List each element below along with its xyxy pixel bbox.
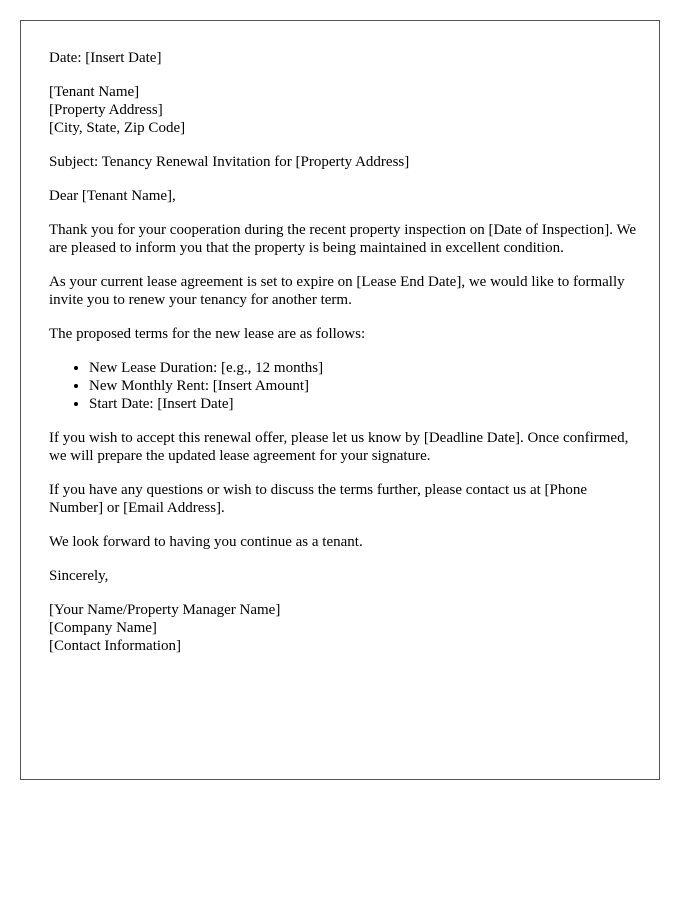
- terms-list: [49, 359, 639, 413]
- letter-body: [49, 49, 639, 655]
- paragraph-inspection: Thank you for your cooperation during the recent property inspection on [Date of Inspection]. We are pleased to inform you that the property is being maintained in excellent condition.: [49, 222, 637, 256]
- paragraph-contact: If you have any questions or wish to discuss the terms further, please contact us at [Phone Number] or [Email Address].: [49, 482, 588, 516]
- signature-contact: [Contact Information]: [49, 638, 182, 654]
- signature-name: [Your Name/Property Manager Name]: [49, 602, 281, 618]
- recipient-city-state-zip: [City, State, Zip Code]: [49, 120, 186, 136]
- term-item-duration: • New Lease Duration: [e.g., 12 months]: [89, 359, 639, 377]
- recipient-name: [Tenant Name]: [49, 84, 140, 100]
- term-item-start-date: • Start Date: [Insert Date]: [89, 395, 639, 413]
- closing: Sincerely,: [49, 568, 109, 584]
- recipient-block: [49, 83, 639, 137]
- recipient-address: [Property Address]: [49, 102, 163, 118]
- signature-block: [49, 601, 639, 655]
- salutation: Dear [Tenant Name],: [49, 188, 176, 204]
- date-line: Date: [Insert Date]: [49, 50, 162, 66]
- term-item-rent: • New Monthly Rent: [Insert Amount]: [89, 377, 639, 395]
- subject-line: Subject: Tenancy Renewal Invitation for [Property Address]: [49, 154, 410, 170]
- paragraph-look-forward: We look forward to having you continue as a tenant.: [49, 534, 363, 550]
- paragraph-accept: If you wish to accept this renewal offer, please let us know by [Deadline Date]. Once confirmed, we will prepare the updated lease agreement for your signature.: [49, 430, 629, 464]
- paragraph-renewal-invite: As your current lease agreement is set to expire on [Lease End Date], we would like to formally invite you to renew your tenancy for another term.: [49, 274, 625, 308]
- letter-page: [20, 20, 660, 780]
- signature-company: [Company Name]: [49, 620, 157, 636]
- paragraph-terms-intro: The proposed terms for the new lease are as follows:: [49, 326, 366, 342]
